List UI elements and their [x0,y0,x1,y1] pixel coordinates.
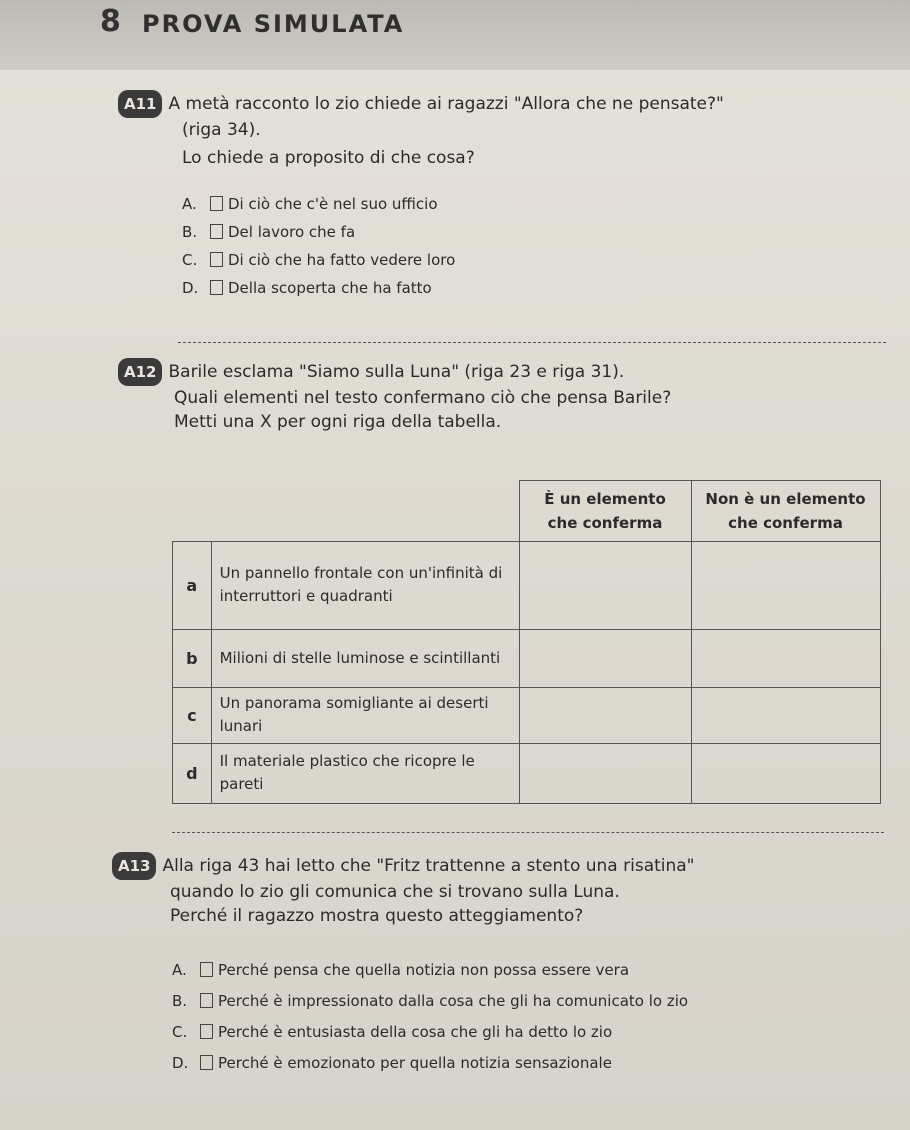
option-a[interactable]: A. Perché pensa che quella notizia non possa essere vera [172,961,630,979]
question-badge: A11 [118,90,162,118]
table-row [173,629,881,687]
answer-cell-conferma[interactable] [519,687,691,743]
question-a13-line: quando lo zio gli comunica che si trovano sulla Luna. [170,882,620,902]
row-description: Milioni di stelle luminose e scintillanti [211,629,519,687]
page-title: PROVA SIMULATA [142,10,405,38]
option-a[interactable]: A. Di ciò che c'è nel suo ufficio [182,195,438,213]
option-b[interactable]: B. Perché è impressionato dalla cosa che gli ha comunicato lo zio [172,992,689,1010]
option-d[interactable]: D. Perché è emozionato per quella notizia sensazionale [172,1054,612,1072]
answer-cell-non-conferma[interactable] [691,629,880,687]
checkbox[interactable] [210,252,223,267]
col-header-non-conferma: Non è un elemento che conferma [691,481,880,542]
option-c[interactable]: C. Perché è entusiasta della cosa che gli ha detto lo zio [172,1023,613,1041]
header-bar [0,0,910,70]
question-a11-line: A11 A metà racconto lo zio chiede ai ragazzi "Allora che ne pensate?" [118,90,724,118]
table-header-row [173,481,881,542]
row-description: Un pannello frontale con un'infinità di interruttori e quadranti [211,541,519,629]
col-header-conferma: È un elemento che conferma [519,481,691,542]
answer-table [172,480,881,804]
answer-line [178,342,886,343]
option-d[interactable]: D. Della scoperta che ha fatto [182,279,432,297]
option-c[interactable]: C. Di ciò che ha fatto vedere loro [182,251,456,269]
table-row [173,541,881,629]
answer-cell-conferma[interactable] [519,541,691,629]
a13-options [172,955,688,1079]
checkbox[interactable] [210,196,223,211]
question-a12-line: Quali elementi nel testo confermano ciò che pensa Barile? [174,388,672,408]
answer-cell-conferma[interactable] [519,629,691,687]
question-a13 [112,852,695,928]
answer-cell-non-conferma[interactable] [691,541,880,629]
answer-cell-conferma[interactable] [519,743,691,803]
table-row [173,743,881,803]
checkbox[interactable] [210,280,223,295]
checkbox[interactable] [200,993,213,1008]
option-b[interactable]: B. Del lavoro che fa [182,223,356,241]
question-a11-line: Lo chiede a proposito di che cosa? [182,148,475,168]
answer-cell-non-conferma[interactable] [691,743,880,803]
table-row [173,687,881,743]
question-a12-line: A12 Barile esclama "Siamo sulla Luna" (riga 23 e riga 31). [118,358,671,386]
table-corner [173,481,520,542]
row-letter: a [173,541,212,629]
question-badge: A12 [118,358,162,386]
question-a12 [118,358,671,434]
row-letter: c [173,687,212,743]
question-a13-line: Perché il ragazzo mostra questo atteggiamento? [170,906,584,926]
checkbox[interactable] [200,1055,213,1070]
question-a11 [118,90,724,170]
answer-line [172,832,884,833]
row-letter: b [173,629,212,687]
a11-options [182,190,455,302]
checkbox[interactable] [200,1024,213,1039]
answer-cell-non-conferma[interactable] [691,687,880,743]
row-letter: d [173,743,212,803]
checkbox[interactable] [200,962,213,977]
question-a13-line: A13 Alla riga 43 hai letto che "Fritz trattenne a stento una risatina" [112,852,695,880]
section-number: 8 [100,4,121,39]
question-a12-line: Metti una X per ogni riga della tabella. [174,412,502,432]
row-description: Il materiale plastico che ricopre le pareti [211,743,519,803]
question-badge: A13 [112,852,156,880]
question-a11-line: (riga 34). [182,120,261,140]
row-description: Un panorama somigliante ai deserti lunari [211,687,519,743]
checkbox[interactable] [210,224,223,239]
